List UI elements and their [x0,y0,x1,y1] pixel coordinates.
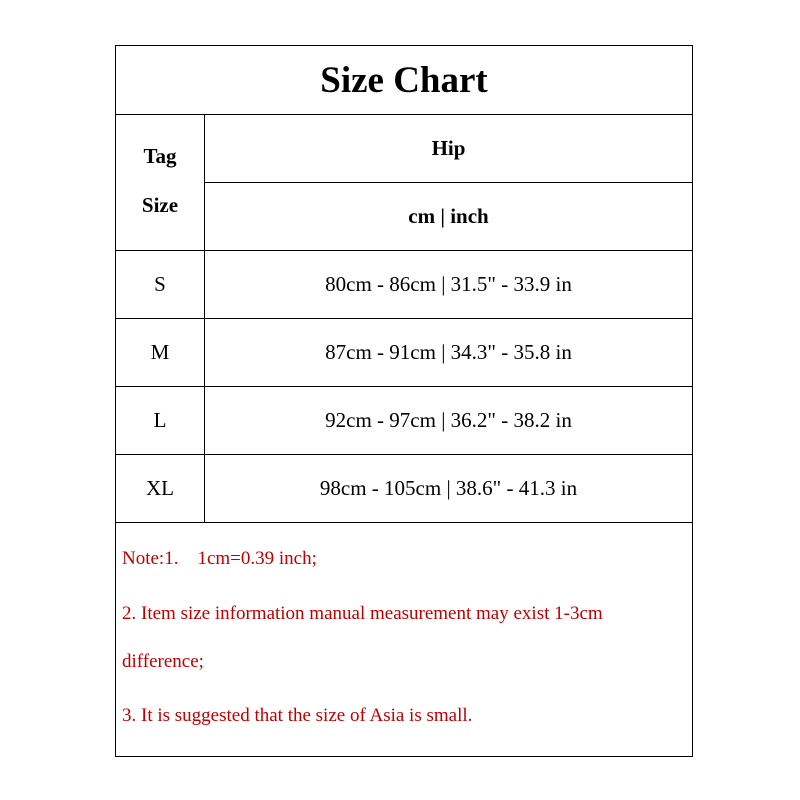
hip-range-cell: 92cm - 97cm | 36.2" - 38.2 in [325,408,572,432]
table-row [116,251,692,319]
table-row [116,319,692,387]
size-cell: L [116,387,205,454]
note-2: 2. Item size information manual measurement may exist 1-3cm [122,603,603,624]
note-3: 3. It is suggested that the size of Asia is small. [122,705,473,726]
table-row [116,455,692,523]
note-1: Note:1. 1cm=0.39 inch; [122,548,317,569]
size-cell: M [116,319,205,386]
tag-size-header [116,114,205,251]
hip-range-cell: 80cm - 86cm | 31.5" - 33.9 in [325,272,572,296]
hip-range-cell: 87cm - 91cm | 34.3" - 35.8 in [325,340,572,364]
size-chart-table [115,45,693,757]
tag-header-line1: Tag [143,144,177,168]
note-2-continued: difference; [122,651,204,672]
hip-header: Hip [205,114,692,183]
unit-header: cm | inch [205,183,692,251]
size-cell: S [116,251,205,318]
chart-title: Size Chart [116,46,692,115]
hip-range-cell: 98cm - 105cm | 38.6" - 41.3 in [319,476,578,500]
table-row [116,387,692,455]
tag-header-line2: Size [141,193,179,217]
size-cell: XL [116,455,205,522]
